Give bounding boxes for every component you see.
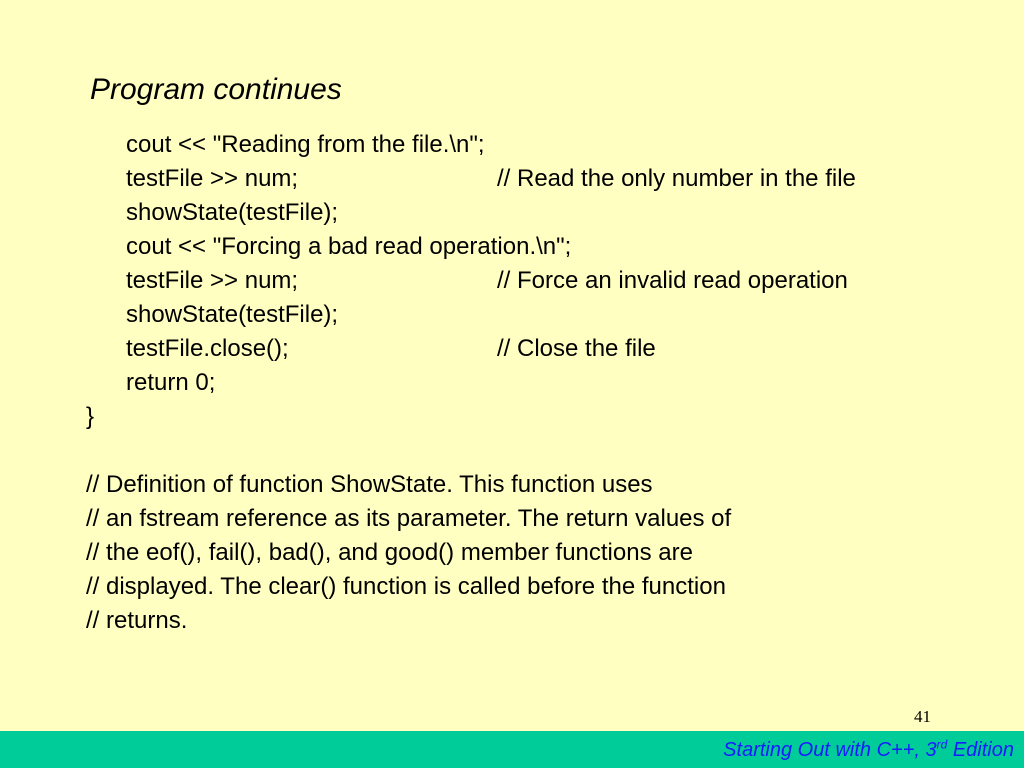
footer-title-superscript: rd bbox=[936, 737, 948, 752]
slide-heading: Program continues bbox=[90, 73, 342, 106]
code-comment: // Force an invalid read operation bbox=[497, 267, 848, 294]
footer-book-title bbox=[723, 738, 1014, 762]
comment-line: // returns. bbox=[86, 607, 188, 634]
code-statement: testFile.close(); bbox=[126, 335, 289, 362]
closing-brace: } bbox=[86, 403, 95, 430]
comment-line: // Definition of function ShowState. This function uses bbox=[86, 471, 653, 498]
code-statement: return 0; bbox=[126, 369, 216, 396]
code-statement: testFile >> num; bbox=[126, 165, 299, 192]
comment-line: // displayed. The clear() function is called before the function bbox=[86, 573, 726, 600]
footer-bar bbox=[0, 731, 1024, 768]
footer-title-end: Edition bbox=[947, 739, 1014, 761]
footer-title-main: Starting Out with C++, 3 bbox=[723, 739, 937, 761]
code-statement: testFile >> num; bbox=[126, 267, 299, 294]
code-statement: cout << "Reading from the file.\n"; bbox=[126, 131, 485, 158]
page-number: 41 bbox=[914, 707, 931, 726]
code-statement: cout << "Forcing a bad read operation.\n"; bbox=[126, 233, 572, 260]
comment-block bbox=[86, 468, 731, 638]
comment-line: // the eof(), fail(), bad(), and good() member functions are bbox=[86, 539, 693, 566]
code-statement: showState(testFile); bbox=[126, 199, 339, 226]
code-comment: // Read the only number in the file bbox=[497, 165, 856, 192]
code-comment: // Close the file bbox=[497, 335, 656, 362]
comment-line: // an fstream reference as its parameter. The return values of bbox=[86, 505, 732, 532]
code-statement: showState(testFile); bbox=[126, 301, 339, 328]
